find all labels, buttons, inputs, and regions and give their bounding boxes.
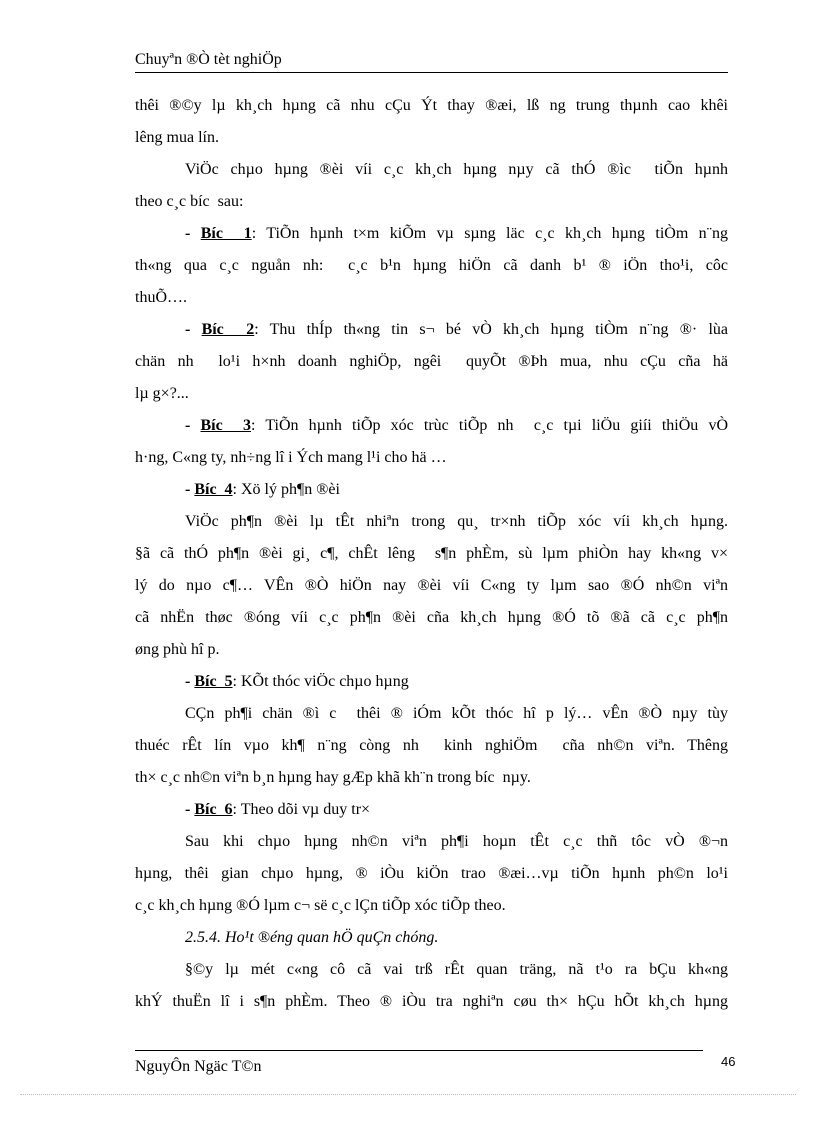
step-marker: - Bíc 4 [185,481,233,498]
paragraph-line: chän nh lo¹i h×nh doanh nghiÖp, ngêi quyÕt ®Þh mua, nhu cÇu cña hä [135,353,728,370]
page-header [135,50,728,73]
paragraph-line: th«ng qua c¸c nguån nh: c¸c b¹n hµng hiÖn cã danh b¹ ® iÖn tho¹i, côc [135,257,728,274]
step-marker: - Bíc 3 [185,417,252,434]
step-marker: - Bíc 6 [185,801,233,818]
paragraph-line: hµng, thêi gian chµo hµng, ® iÒu kiÖn trao ®æi…vµ tiÕn hµnh ph©n lo¹i [135,865,728,882]
step-marker: - Bíc 5 [185,673,233,690]
footer-author: NguyÔn Ngäc T©n [135,1058,262,1075]
page-bottom-dotted-line [20,1094,796,1095]
step-line: - Bíc 5: KÕt thóc viÖc chµo hµng [185,673,409,690]
paragraph-line: lêng mua lín. [135,129,219,146]
paragraph-line: cã nhËn thøc ®óng víi c¸c ph¶n ®èi cña kh¸ch hµng ®Ó tõ ®ã cã c¸c ph¶n [135,609,728,626]
paragraph-line: lý do nµo c¶… VÊn ®Ò hiÖn nay ®èi víi C«ng ty lµm sao ®Ó nh©n viªn [135,577,728,594]
paragraph-line: thêi ®©y lµ kh¸ch hµng cã nhu cÇu Ýt thay ®æi, lß ng trung thµnh cao khêi [135,97,728,114]
step-marker: - Bíc 1 [185,225,252,242]
step-marker: - Bíc 2 [185,321,255,338]
paragraph-line: th× c¸c nh©n viªn b¸n hµng hay gÆp khã kh¨n trong bíc nµy. [135,769,531,786]
paragraph-line: thuéc rÊt lín vµo kh¶ n¨ng còng nh kinh nghiÖm cña nh©n viªn. Thêng [135,737,728,754]
paragraph-line: thuÕ…. [135,289,187,306]
footer-divider [135,1050,703,1051]
page-number: 46 [721,1054,736,1069]
paragraph-line: c¸c kh¸ch hµng ®Ó lµm c¬ së c¸c lÇn tiÕp xóc tiÕp theo. [135,897,506,914]
step-line: - Bíc 6: Theo dõi vµ duy tr× [185,801,371,818]
header-title: Chuyªn ®Ò tèt nghiÖp [135,51,282,68]
paragraph-line: h·ng, C«ng ty, nh÷ng lî i Ých mang l¹i cho hä … [135,449,447,466]
step-line: - Bíc 2: Thu thÍp th«ng tin s¬ bé vÒ kh¸ch hµng tiÒm n¨ng ®· lùa [185,321,729,338]
step-line: - Bíc 1: TiÕn hµnh t×m kiÕm vµ sµng läc c¸c kh¸ch hµng tiÒm n¨ng [185,225,729,242]
section-heading: 2.5.4. Ho¹t ®éng quan hÖ quÇn chóng. [185,929,439,946]
paragraph-line: §ã cã thÓ ph¶n ®èi gi¸ c¶, chÊt lêng s¶n phÈm, sù lµm phiÒn hay kh«ng v× [135,545,728,562]
paragraph-line: ViÖc ph¶n ®èi lµ tÊt nhiªn trong qu¸ tr×nh tiÕp xóc víi kh¸ch hµng. [185,513,728,530]
paragraph-line: §©y lµ mét c«ng cô cã vai trß rÊt quan träng, nã t¹o ra bÇu kh«ng [185,961,728,978]
paragraph-line: ViÖc chµo hµng ®èi víi c¸c kh¸ch hµng nµy cã thÓ ®ìc tiÕn hµnh [185,161,728,178]
paragraph-line: Sau khi chµo hµng nh©n viªn ph¶i hoµn tÊt c¸c thñ tôc vÒ ®¬n [185,833,728,850]
paragraph-line: øng phù hî p. [135,641,220,658]
paragraph-line: theo c¸c bíc sau: [135,193,244,210]
paragraph-line: CÇn ph¶i chän ®ì c thêi ® iÓm kÕt thóc hî p lý… vÊn ®Ò nµy tùy [185,705,728,722]
step-line: - Bíc 4: Xö lý ph¶n ®èi [185,481,340,498]
paragraph-line: khÝ thuËn lî i s¶n phÈm. Theo ® iÒu tra nghiªn cøu th× hÇu hÕt kh¸ch hµng [135,993,728,1010]
step-line: - Bíc 3: TiÕn hµnh tiÕp xóc trùc tiÕp nh c¸c tµi liÖu giíi thiÖu vÒ [185,417,729,434]
paragraph-line: lµ g×?... [135,385,189,402]
